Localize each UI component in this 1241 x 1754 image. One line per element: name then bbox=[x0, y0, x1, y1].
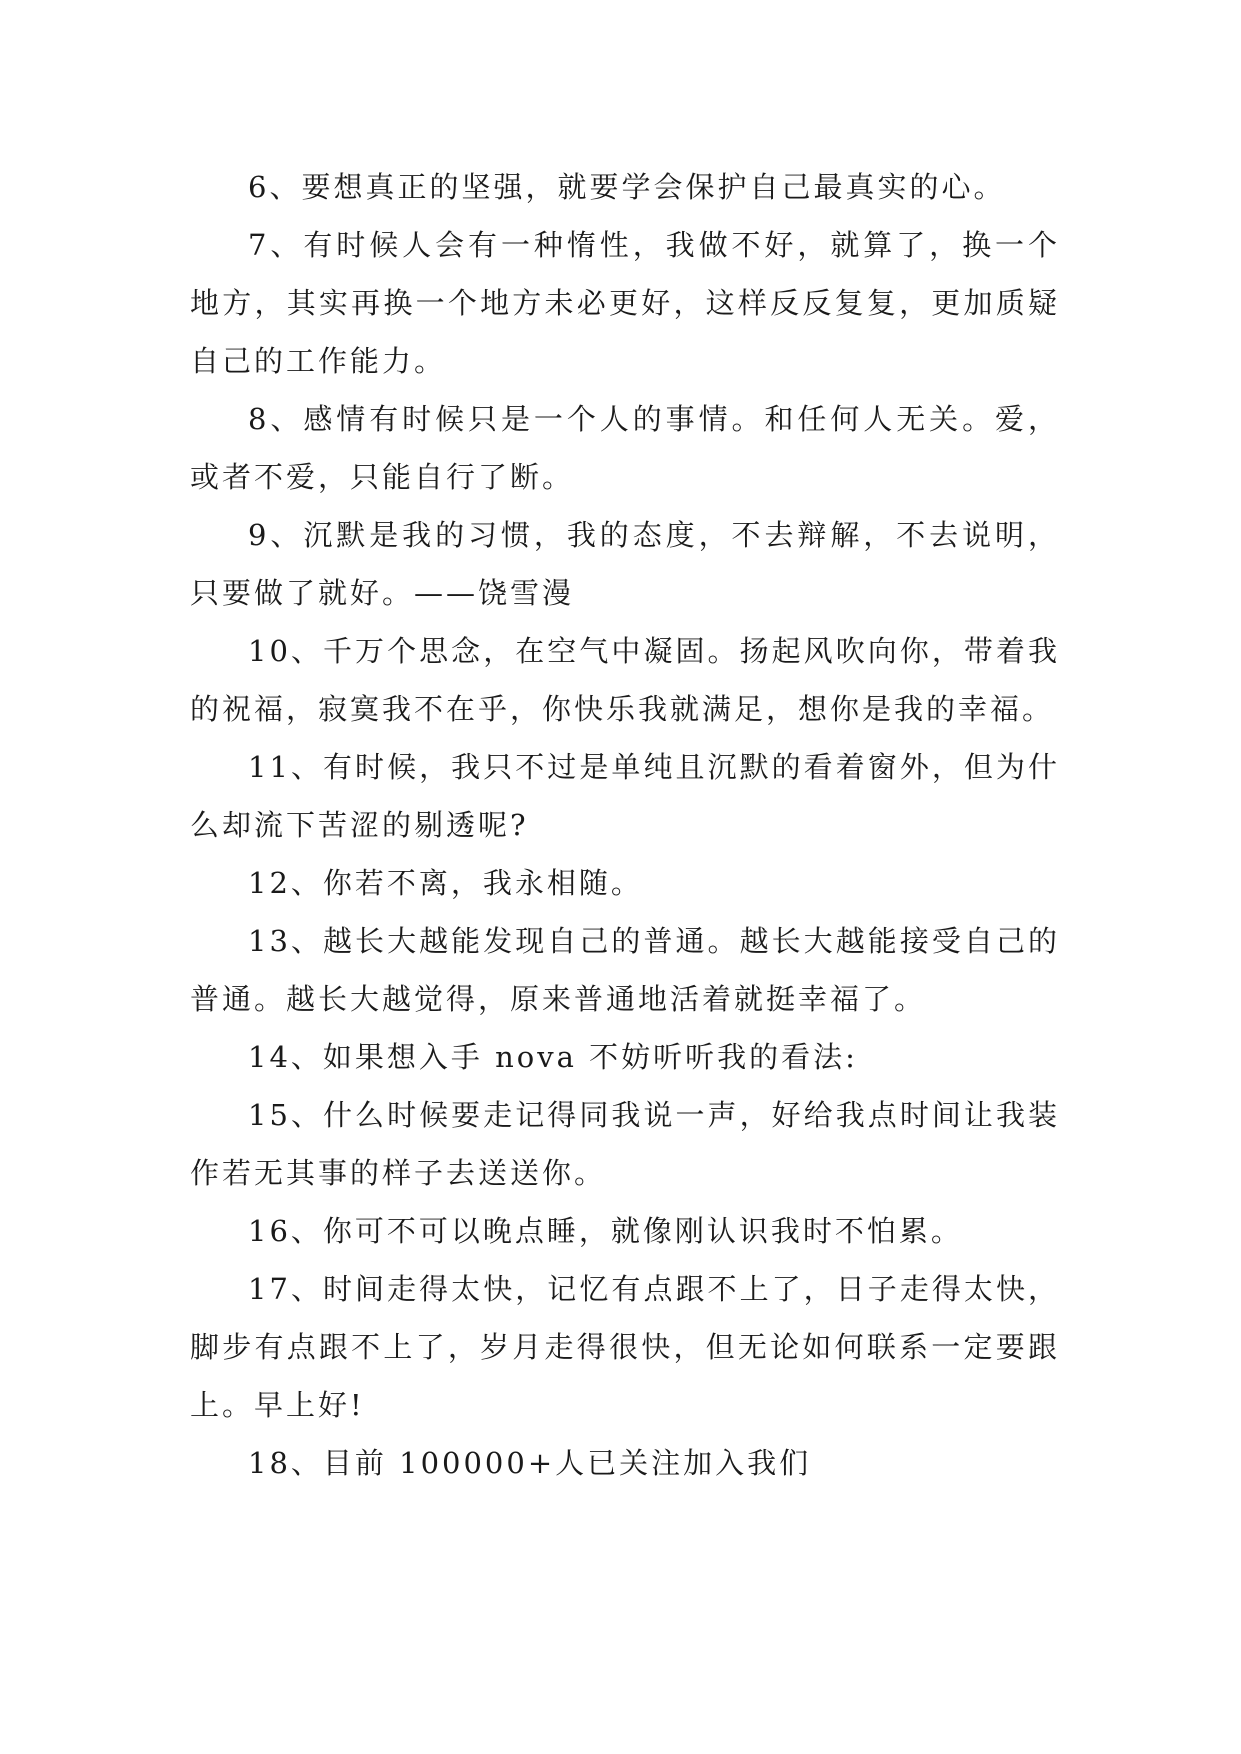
paragraph-10: 10、千万个思念，在空气中凝固。扬起风吹向你，带着我的祝福，寂寞我不在乎，你快乐我就满足，想你是我的幸福。 bbox=[190, 634, 1060, 726]
paragraph-11: 11、有时候，我只不过是单纯且沉默的看着窗外，但为什么却流下苦涩的剔透呢? bbox=[190, 750, 1060, 842]
paragraph-17: 17、时间走得太快，记忆有点跟不上了，日子走得太快，脚步有点跟不上了，岁月走得很快，但无论如何联系一定要跟上。早上好! bbox=[190, 1272, 1060, 1422]
document-body bbox=[190, 158, 1060, 1492]
paragraph-15: 15、什么时候要走记得同我说一声，好给我点时间让我装作若无其事的样子去送送你。 bbox=[190, 1098, 1060, 1190]
paragraph-7: 7、有时候人会有一种惰性，我做不好，就算了，换一个地方，其实再换一个地方未必更好，这样反反复复，更加质疑自己的工作能力。 bbox=[190, 228, 1060, 378]
paragraph-6: 6、要想真正的坚强，就要学会保护自己最真实的心。 bbox=[248, 170, 1006, 204]
paragraph-9: 9、沉默是我的习惯，我的态度，不去辩解，不去说明，只要做了就好。——饶雪漫 bbox=[190, 518, 1060, 610]
paragraph-18: 18、目前 100000+人已关注加入我们 bbox=[248, 1446, 812, 1480]
paragraph-16: 16、你可不可以晚点睡，就像刚认识我时不怕累。 bbox=[248, 1214, 963, 1248]
paragraph-12: 12、你若不离，我永相随。 bbox=[248, 866, 643, 900]
paragraph-8: 8、感情有时候只是一个人的事情。和任何人无关。爱，或者不爱，只能自行了断。 bbox=[190, 402, 1060, 494]
paragraph-13: 13、越长大越能发现自己的普通。越长大越能接受自己的普通。越长大越觉得，原来普通地活着就挺幸福了。 bbox=[190, 924, 1060, 1016]
paragraph-14: 14、如果想入手 nova 不妨听听我的看法: bbox=[248, 1040, 858, 1074]
